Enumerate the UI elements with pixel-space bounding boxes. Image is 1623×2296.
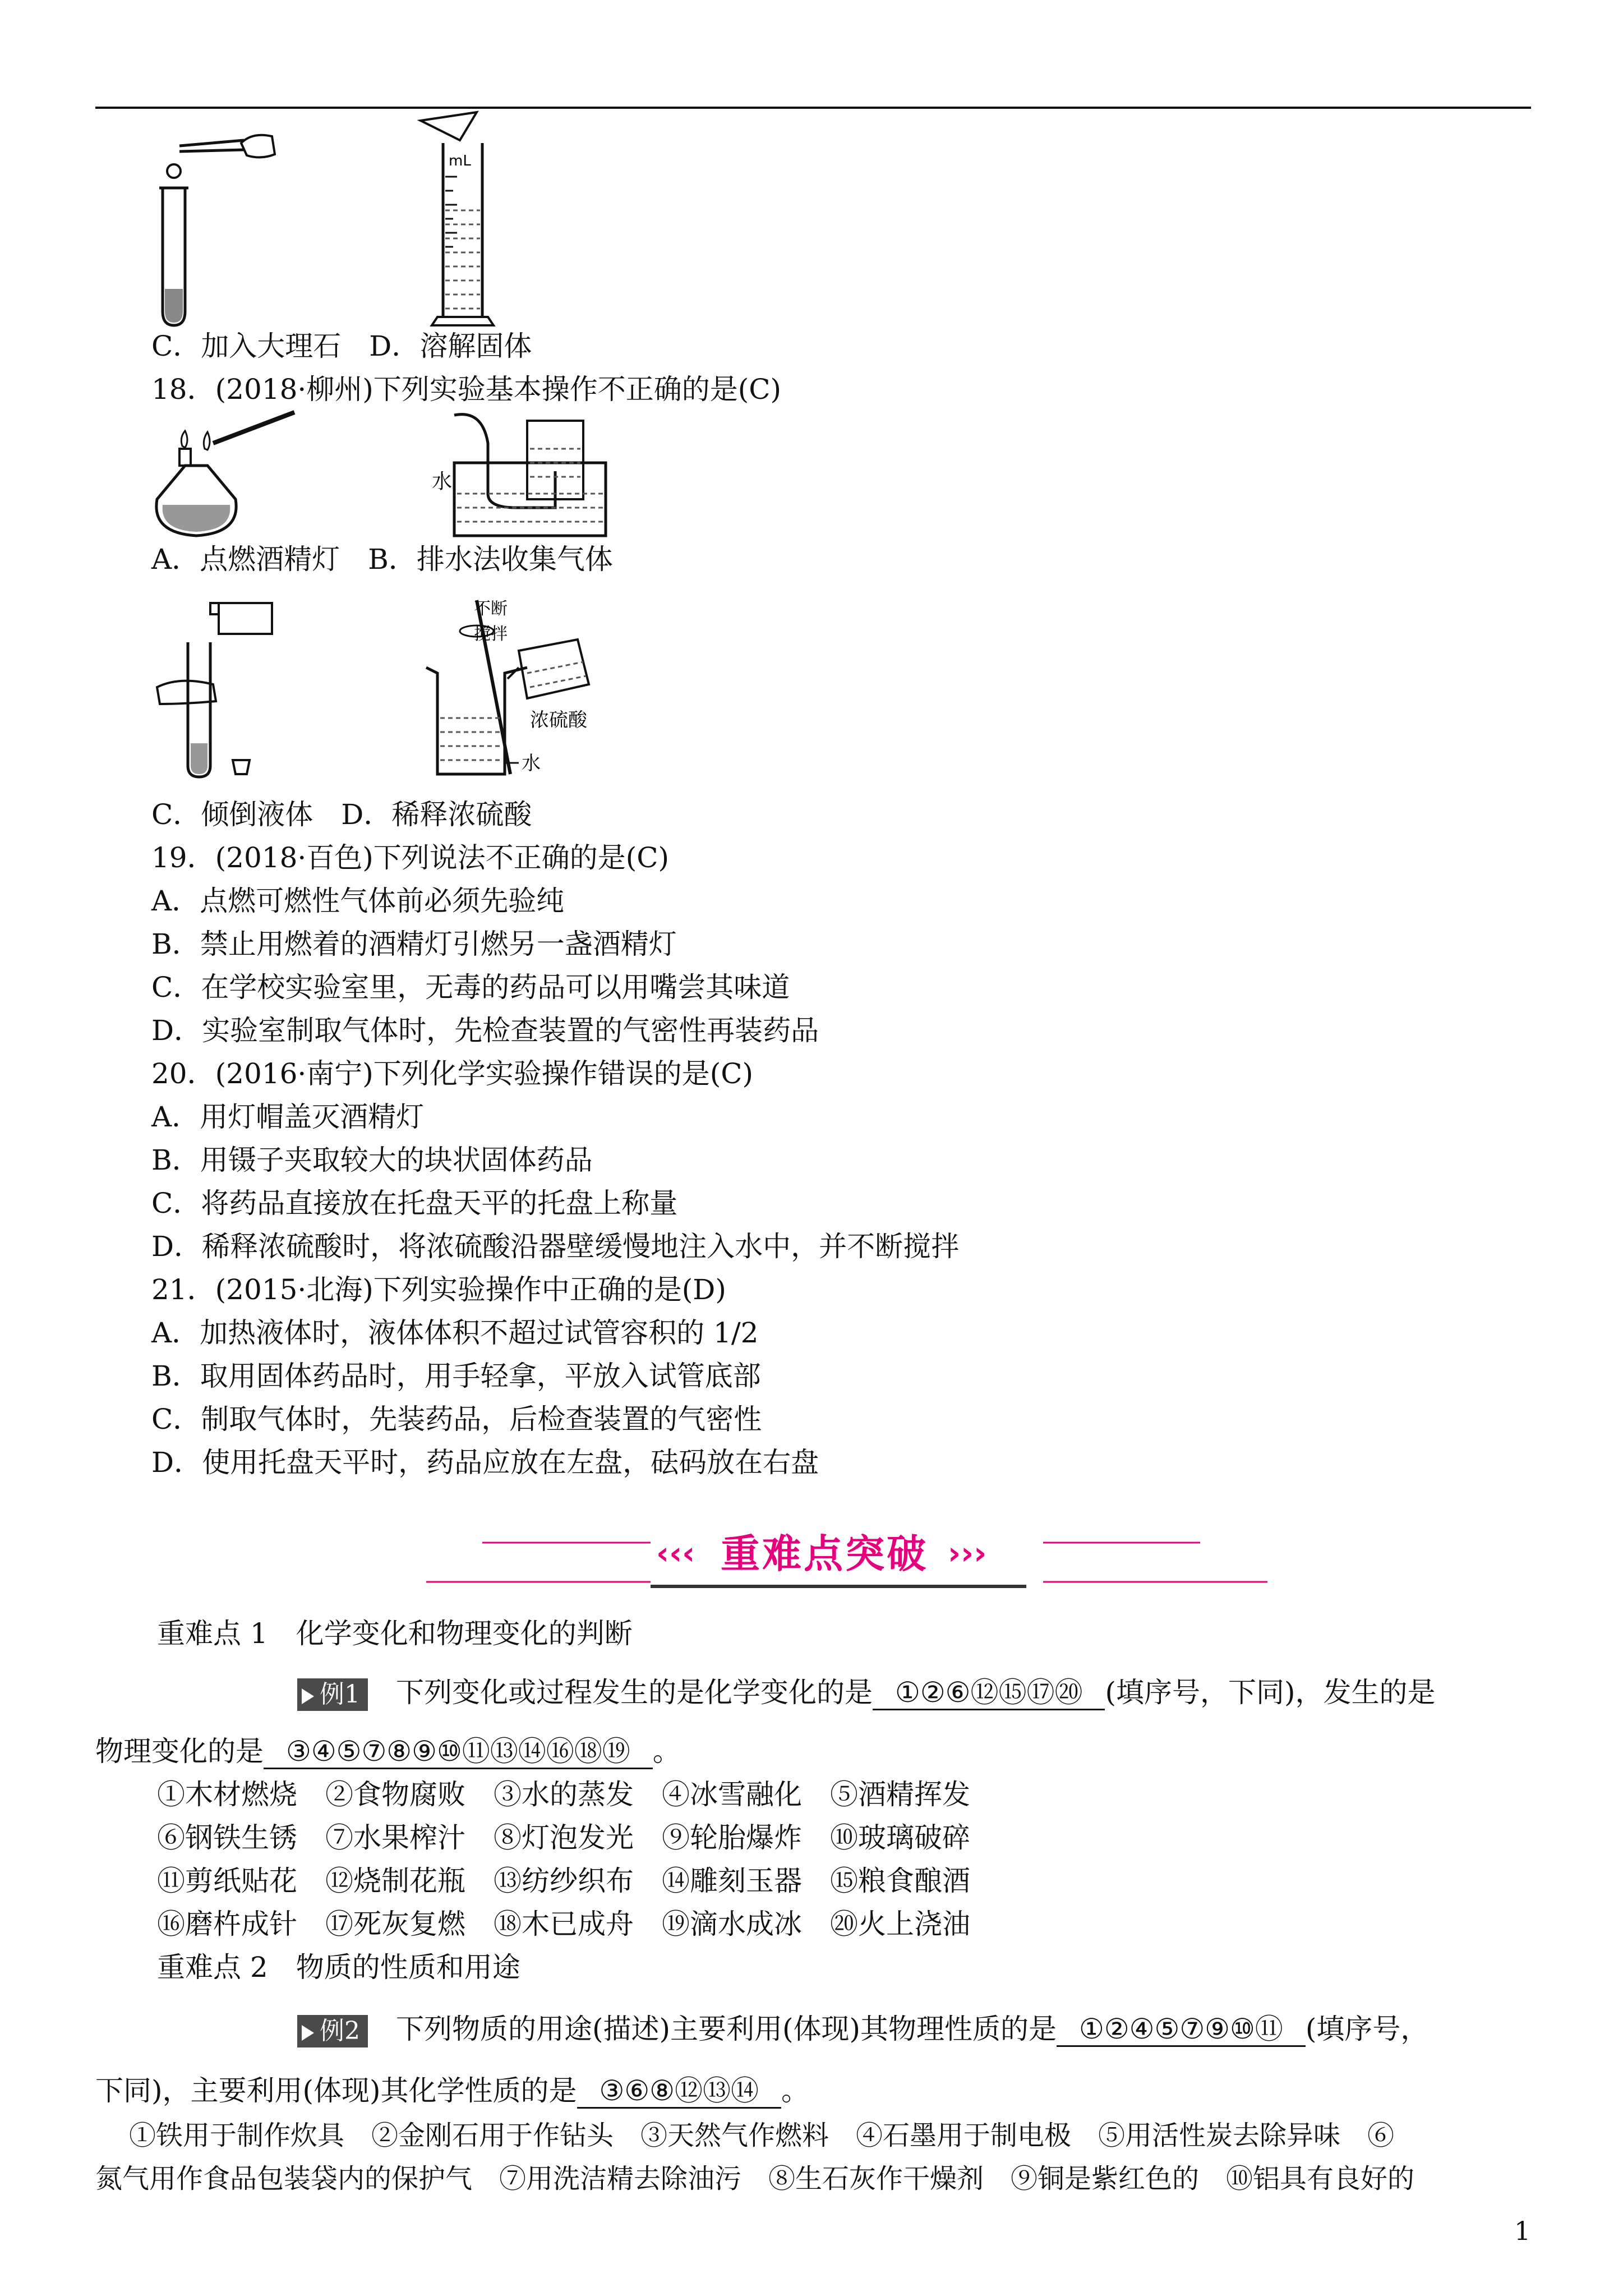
- figure-dilute-sulfuric-acid: [415, 589, 684, 785]
- kp1-answer-physical: ③④⑤⑦⑧⑨⑩⑪⑬⑭⑯⑱⑲: [264, 1735, 653, 1769]
- q18-options-cd: C．倾倒液体 D．稀释浓硫酸: [151, 798, 532, 831]
- header-rule: [95, 107, 1531, 109]
- kp1-items-1: ①木材燃烧 ②食物腐败 ③水的蒸发 ④冰雪融化 ⑤酒精挥发: [157, 1778, 970, 1811]
- q20-option-c: C．将药品直接放在托盘天平的托盘上称量: [151, 1187, 678, 1220]
- q17-options-cd: C．加入大理石 D．溶解固体: [151, 330, 532, 362]
- example-badge-1: [297, 1678, 368, 1711]
- q21-option-b: B．取用固体药品时，用手轻拿，平放入试管底部: [151, 1360, 761, 1392]
- triangle-icon: [302, 2025, 314, 2041]
- page-number: 1: [1514, 2216, 1531, 2246]
- kp1-items-4: ⑯磨杵成针 ⑰死灰复燃 ⑱木已成舟 ⑲滴水成冰 ⑳火上浇油: [157, 1908, 970, 1940]
- kp1-title: 重难点 1 化学变化和物理变化的判断: [157, 1617, 633, 1650]
- q18-options-ab: A．点燃酒精灯 B．排水法收集气体: [151, 543, 613, 576]
- kp1-question: 下列变化或过程发生的是化学变化的是: [396, 1676, 873, 1709]
- q21-option-d: D．使用托盘天平时，药品应放在左盘，砝码放在右盘: [151, 1446, 819, 1479]
- stir-label-1: 不断: [474, 599, 508, 619]
- kp1-line2: [95, 1733, 681, 1769]
- kp2-items-1: ①铁用于制作炊具 ②金刚石用于作钻头 ③天然气作燃料 ④石墨用于制电极 ⑤用活性炭去除异味 ⑥: [129, 2120, 1395, 2151]
- kp2-title: 重难点 2 物质的性质和用途: [157, 1951, 520, 1984]
- acid-label: 浓硫酸: [530, 709, 587, 731]
- kp2-line2-pre: 下同)，主要利用(体现)其化学性质的是: [95, 2074, 577, 2107]
- q19-option-d: D．实验室制取气体时，先检查装置的气密性再装药品: [151, 1014, 819, 1047]
- kp2-answer-physical: ①②④⑤⑦⑨⑩⑪: [1057, 2013, 1306, 2047]
- figure-dissolve-solid: [398, 109, 533, 334]
- water-label-b: 水: [432, 470, 453, 493]
- q20-stem: 20．(2016·南宁)下列化学实验操作错误的是(C): [151, 1057, 754, 1090]
- banner-chevrons-right: ›››: [948, 1535, 987, 1572]
- kp2-line2-post: 。: [781, 2074, 810, 2107]
- q19-option-c: C．在学校实验室里，无毒的药品可以用嘴尝其味道: [151, 971, 790, 1004]
- banner-chevrons-left: ‹‹‹: [656, 1535, 695, 1572]
- figure-light-alcohol-lamp: [151, 409, 308, 544]
- kp1-items-3: ⑪剪纸贴花 ⑫烧制花瓶 ⑬纺纱织布 ⑭雕刻玉器 ⑮粮食酿酒: [157, 1865, 970, 1897]
- q21-option-c: C．制取气体时，先装药品，后检查装置的气密性: [151, 1403, 762, 1435]
- q19-stem: 19．(2018·百色)下列说法不正确的是(C): [151, 841, 670, 874]
- section-title: 重难点突破: [721, 1531, 928, 1577]
- figure-pour-liquid: [146, 592, 303, 783]
- kp2-line1: [297, 2011, 1428, 2047]
- kp2-answer-chemical: ③⑥⑧⑫⑬⑭: [577, 2074, 781, 2109]
- q18-stem: 18．(2018·柳州)下列实验基本操作不正确的是(C): [151, 373, 782, 406]
- figure-add-marble: [146, 121, 303, 334]
- q21-option-a: A．加热液体时，液体体积不超过试管容积的 1/2: [151, 1317, 759, 1349]
- example-badge-2: [297, 2015, 368, 2047]
- kp2-question-post: (填序号，: [1305, 2013, 1429, 2045]
- kp1-line1: [297, 1674, 1436, 1711]
- figure-water-displacement: [432, 409, 611, 544]
- q19-option-a: A．点燃可燃性气体前必须先验纯: [151, 885, 565, 917]
- kp2-items-2: 氮气用作食品包装袋内的保护气 ⑦用洗洁精去除油污 ⑧生石灰作干燥剂 ⑨铜是紫红色的 ⑩铝具有良好的: [95, 2163, 1415, 2194]
- q20-option-b: B．用镊子夹取较大的块状固体药品: [151, 1144, 593, 1176]
- example-label-1: 例1: [320, 1680, 360, 1709]
- kp2-question: 下列物质的用途(描述)主要利用(体现)其物理性质的是: [396, 2013, 1057, 2045]
- kp2-line2: [95, 2073, 809, 2109]
- water-label-d: 水: [522, 752, 541, 775]
- kp1-line2-pre: 物理变化的是: [95, 1735, 264, 1768]
- q20-option-a: A．用灯帽盖灭酒精灯: [151, 1101, 425, 1133]
- kp1-items-2: ⑥钢铁生锈 ⑦水果榨汁 ⑧灯泡发光 ⑨轮胎爆炸 ⑩玻璃破碎: [157, 1821, 970, 1854]
- kp1-line2-post: 。: [652, 1735, 681, 1768]
- stir-label-2: 搅拌: [474, 624, 508, 644]
- example-label-2: 例2: [320, 2017, 360, 2045]
- q19-option-b: B．禁止用燃着的酒精灯引燃另一盏酒精灯: [151, 928, 677, 960]
- q20-option-d: D．稀释浓硫酸时，将浓硫酸沿器壁缓慢地注入水中，并不断搅拌: [151, 1230, 960, 1263]
- ml-label: mL: [449, 153, 471, 169]
- triangle-icon: [302, 1688, 314, 1704]
- q21-stem: 21．(2015·北海)下列实验操作中正确的是(D): [151, 1273, 726, 1306]
- kp1-question-post: (填序号，下同)，发生的是: [1105, 1676, 1436, 1709]
- kp1-answer-chemical: ①②⑥⑫⑮⑰⑳: [873, 1676, 1105, 1710]
